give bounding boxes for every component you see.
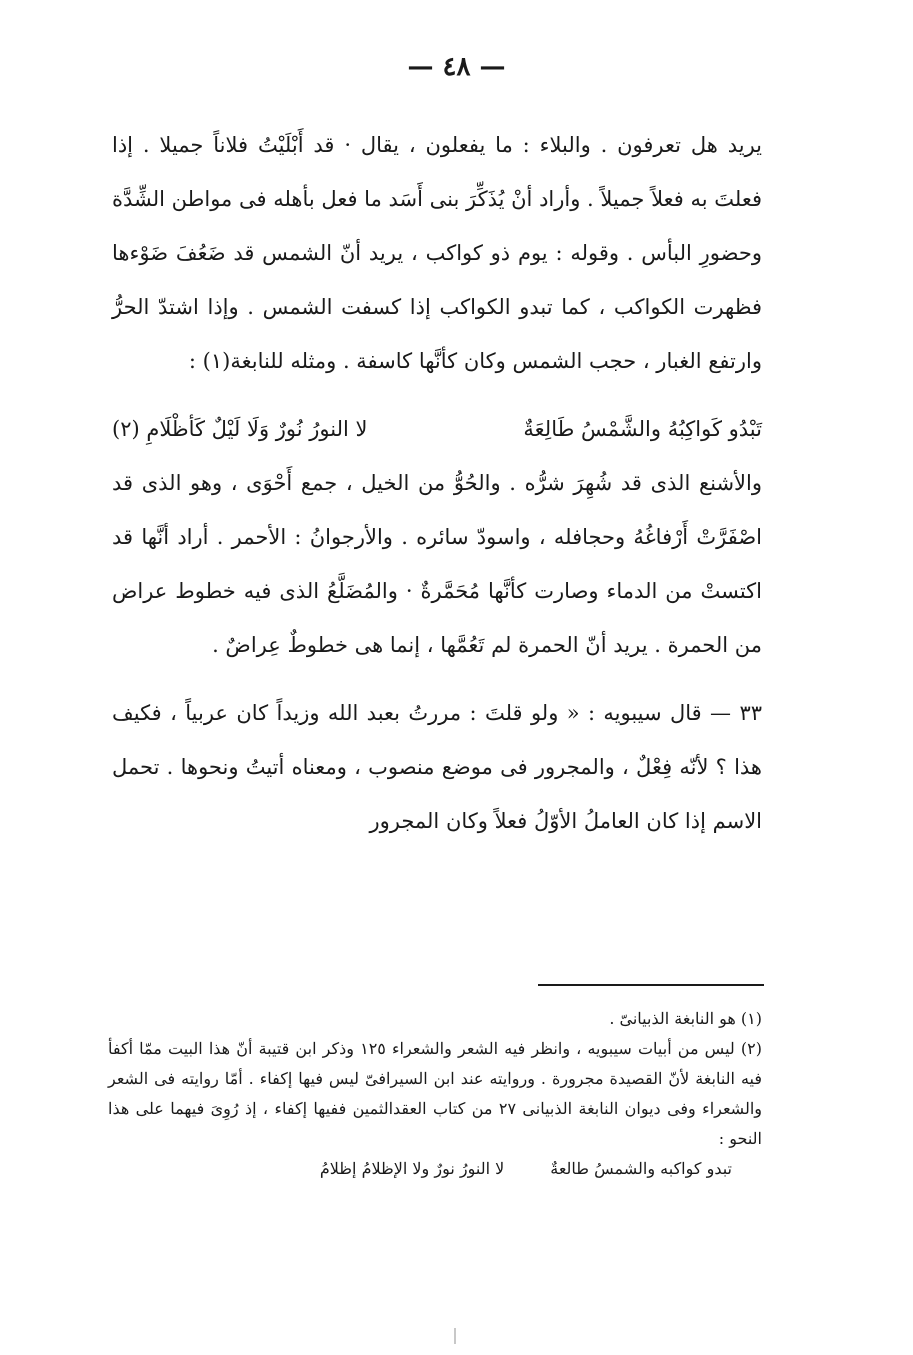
- footnote-divider: [538, 984, 764, 986]
- verse-second-hemistich: لا النورُ نُورٌ وَلَا لَيْلٌ كَأظْلَامِ (٢): [112, 417, 368, 441]
- footnote-2: (٢) ليس من أبيات سيبويه ، وانظر فيه الشعر والشعراء ١٢٥ وذكر ابن قتيبة أنّ هذا البيت ممّا أكفأ فيه النابغة لأنّ القصيدة مجرورة . وروايته عند ابن السيرافىّ ليس فيها إكفاء . أمّا روايته فى الشعر والشعراء وفى ديوان النابغة الذبيانى ٢٧ من كتاب العقدالثمين ففيها إكفاء ، إذ رُوِىَ فيهما على هذا النحو :: [108, 1039, 763, 1148]
- footnotes: [108, 1004, 762, 1184]
- footnote-1: (١) هو النابغة الذبيانىّ .: [609, 1009, 762, 1028]
- footnote-verse-first-hemistich: تبدو كواكبه والشمسُ طالعةٌ: [550, 1159, 732, 1178]
- poetry-verse: [112, 402, 762, 456]
- scan-mark: [454, 1328, 456, 1344]
- footnote-verse: [108, 1154, 762, 1184]
- paragraph-section-33: ٣٣ — قال سيبويه : « ولو قلتَ : مررتُ بعبد الله وزيداً كان عربياً ، فكيف هذا ؟ لأنّه فِعْلٌ ، والمجرور فى موضع منصوب ، ومعناه أتيتُ ونحوها . تحمل الاسم إذا كان العاملُ الأوّلُ فعلاً وكان المجرور: [112, 701, 762, 833]
- paragraph-commentary-1: يريد هل تعرفون . والبلاء : ما يفعلون ، يقال · قد أَبْلَيْتُ فلاناً جميلا . إذا فعلتَ به فعلاً جميلاً . وأراد أنْ يُذَكِّرَ بنى أَسَد ما فعل بأهله فى مواطن الشِّدَّة وحضورِ البأس . وقوله : يوم ذو كواكب ، يريد أنّ الشمس قد ضَعُفَ ضَوْءها فظهرت الكواكب ، كما تبدو الكواكب إذا كسفت الشمس . وإذا اشتدّ الحرُّ وارتفع الغبار ، حجب الشمس وكان كأنَّها كاسفة . ومثله للنابغة(١) :: [112, 133, 762, 373]
- page-number: — ٤٨ —: [407, 52, 506, 82]
- verse-first-hemistich: تَبْدُو كَواكِبُهُ والشَّمْسُ طَالِعَةٌ: [523, 417, 762, 441]
- paragraph-commentary-2: والأشنع الذى قد شُهِرَ شرُّه . والحُوُّ من الخيل ، جمع أَحْوَى ، وهو الذى قد اصْفَرَّتْ أَرْفاغُهُ وحجافله ، واسودّ سائره . والأرجوانُ : الأحمر . أراد أنَّها قد اكتستْ من الدماء وصارت كأنَّها مُحَمَّرةٌ · والمُضَلَّعُ الذى فيه خطوط عراض من الحمرة . يريد أنّ الحمرة لم تَعُمَّها ، إنما هى خطوطٌ عِراضٌ .: [112, 471, 762, 657]
- main-text: [112, 118, 762, 848]
- footnote-verse-second-hemistich: لا النورُ نورٌ ولا الإظلامُ إظلامُ: [319, 1159, 505, 1178]
